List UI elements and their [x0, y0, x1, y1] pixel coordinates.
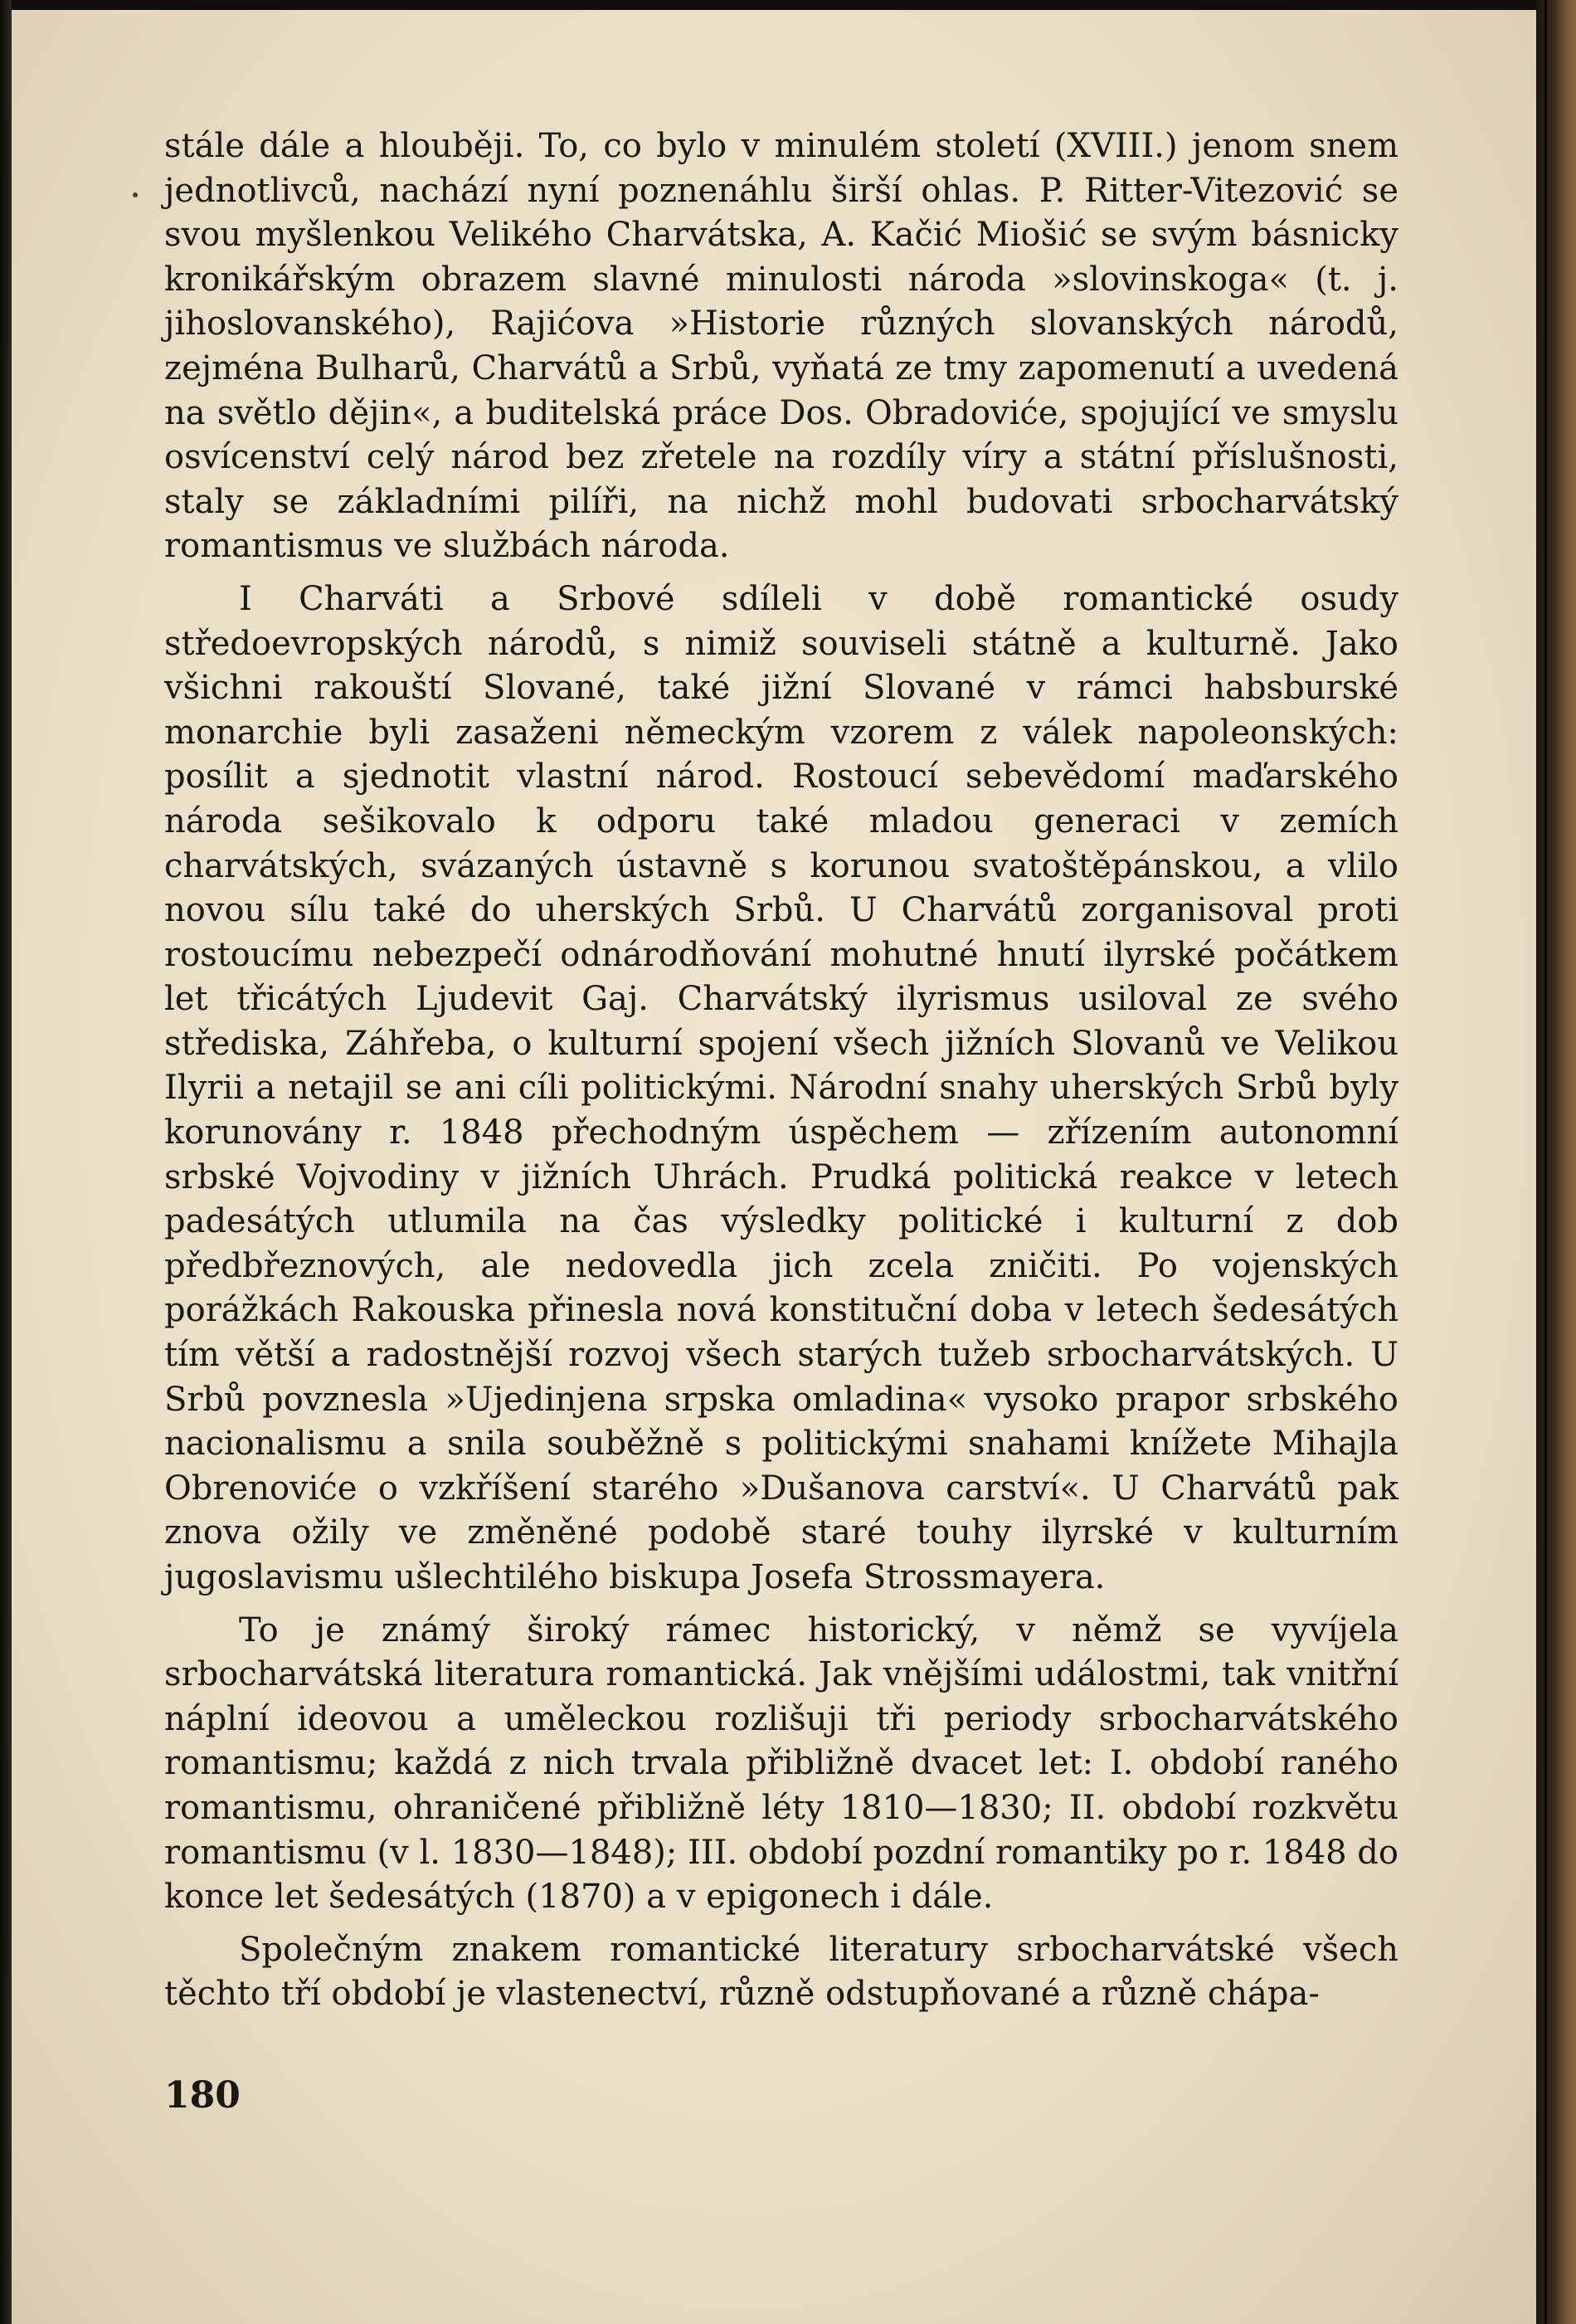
paragraph-3: To je známý široký rámec historický, v němž se vyvíjela srbocharvátská literatura romantická. Jak vnějšími událostmi, tak vnitřní náplní ideovou a uměleckou rozlišuji tři periody srbocharvátského romantismu; každá z nich trvala přibližně dvacet let: I. období raného romantismu, ohraničené přibližně léty 1810—1830; II. období rozkvětu romantismu (v l. 1830—1848); III. období pozdní romantiky po r. 1848 do konce let šedesátých (1870) a v epigonech i dále.: [164, 1610, 1398, 1917]
scan-left-edge: [0, 0, 12, 2324]
book-spine: [1536, 0, 1576, 2324]
paragraph-2: I Charváti a Srbové sdíleli v době romantické osudy středoevropských národů, s nimiž souviseli státně a kulturně. Jako všichni rakouští Slované, také jižní Slované v rámci habsburské monarchie byli zasaženi německým vzorem z válek napoleonských: posílit a sjednotit vlastní národ. Rostoucí sebevědomí maďarského národa sešikovalo k odporu také mladou generaci v zemích charvátských, svázaných ústavně s korunou svatoštěpánskou, a vlilo novou sílu také do uherských Srbů. U Charvátů zorganisoval proti rostoucímu nebezpečí odnárodňování mohutné hnutí ilyrské počátkem let třicátých Ljudevit Gaj. Charvátský ilyrismus usiloval ze svého střediska, Záhřeba, o kulturní spojení všech jižních Slovanů ve Velikou Ilyrii a netajil se ani cíli politickými. Národní snahy uherských Srbů byly korunovány r. 1848 přechodným úspěchem — zřízením autonomní srbské Vojvodiny v jižních Uhrách. Prudká politická reakce v letech padesátých utlumila na čas výsledky politické i kulturní z dob předbřeznových, ale nedovedla jich zcela zničiti. Po vojenských porážkách Rakouska přinesla nová konstituční doba v letech šedesátých tím větší a radostnější rozvoj všech starých tužeb srbocharvátských. U Srbů povznesla »Ujedinjena srpska omladina« vysoko prapor srbského nacionalismu a snila souběžně s politickými snahami knížete Mihajla Obrenoviće o vzkříšení starého »Dušanova carství«. U Charvátů pak znova ožily ve změněné podobě staré touhy ilyrské v kulturním jugoslavismu ušlechtilého biskupa Josefa Strossmayera.: [164, 579, 1398, 1596]
spine-gutter-line: [1544, 0, 1547, 2324]
body-text: [164, 124, 1398, 2017]
paper-speck: [133, 192, 138, 197]
scan-top-edge: [0, 0, 1576, 10]
page-number: 180: [164, 2074, 241, 2117]
paragraph-1: stále dále a hlouběji. To, co bylo v minulém století (XVIII.) jenom snem jednotlivců, nachází nyní poznenáhlu širší ohlas. P. Ritter-Vitezović se svou myšlenkou Velikého Charvátska, A. Kačić Miošić se svým básnicky kronikářským obrazem slavné minulosti národa »slovinskoga« (t. j. jihoslovanského), Rajićova »Historie různých slovanských národů, zejména Bulharů, Charvátů a Srbů, vyňatá ze tmy zapomenutí a uvedená na světlo dějin«, a buditelská práce Dos. Obradoviće, spojující ve smyslu osvícenství celý národ bez zřetele na rozdíly víry a státní příslušnosti, staly se základními pilíři, na nichž mohl budovati srbocharvátský romantismus ve službách národa.: [164, 127, 1398, 566]
paragraph-4: Společným znakem romantické literatury srbocharvátské všech těchto tří období je vlastenectví, různě odstupňované a různě chápa-: [164, 1930, 1398, 2014]
